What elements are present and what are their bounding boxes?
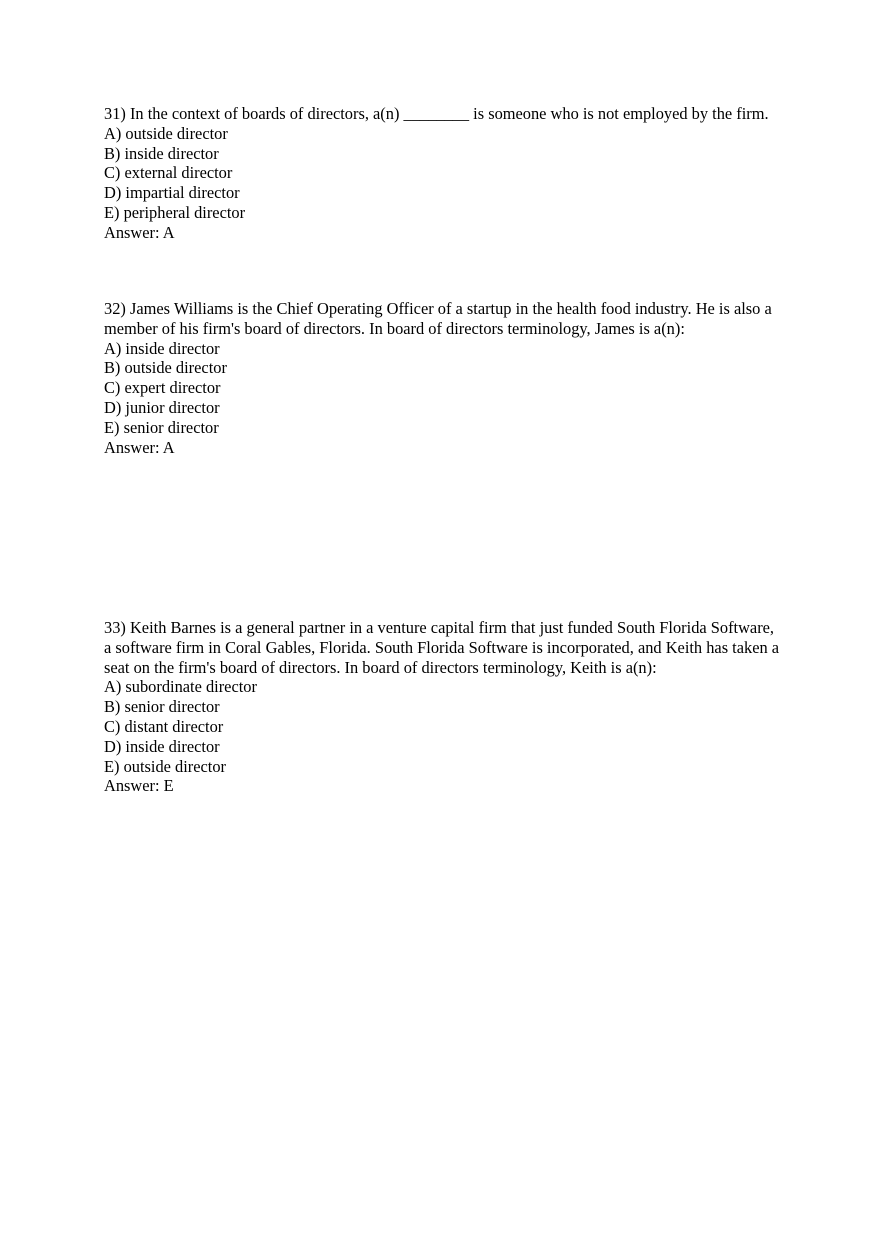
option-d: D) impartial director [104, 183, 240, 203]
question-text: In the context of boards of directors, a(n) ________ is someone who is not employed by the firm. [129, 104, 769, 123]
option-d: D) inside director [104, 736, 220, 756]
question-number: 33) [104, 618, 126, 637]
option-b: B) senior director [104, 697, 220, 717]
question-stem [104, 299, 784, 339]
option-a: A) inside director [104, 338, 220, 358]
option-b: B) inside director [104, 143, 219, 163]
option-e: E) outside director [104, 756, 226, 776]
question-33 [104, 618, 784, 796]
option-d: D) junior director [104, 397, 220, 417]
answer-line: Answer: E [104, 776, 174, 796]
question-stem [104, 104, 784, 124]
question-32 [104, 299, 784, 457]
option-c: C) expert director [104, 378, 221, 398]
answer-line: Answer: A [104, 222, 175, 242]
option-c: C) external director [104, 163, 233, 183]
question-number: 32) [104, 299, 126, 318]
question-stem [104, 618, 784, 677]
option-b: B) outside director [104, 358, 227, 378]
question-31 [104, 104, 784, 243]
option-e: E) peripheral director [104, 202, 246, 222]
question-text: James Williams is the Chief Operating Officer of a startup in the health food industry. He is also a member of his firm's board of directors. In board of directors terminology, James is a(n): [104, 299, 772, 338]
answer-line: Answer: A [104, 437, 175, 457]
option-e: E) senior director [104, 417, 219, 437]
option-a: A) outside director [104, 123, 228, 143]
question-text: Keith Barnes is a general partner in a venture capital firm that just funded South Florida Software, a software firm in Coral Gables, Florida. South Florida Software is incorporated, and Keith has taken a seat on the firm's board of directors. In board of directors terminology, Keith is a(n): [104, 618, 780, 677]
question-number: 31) [104, 104, 126, 123]
option-a: A) subordinate director [104, 677, 257, 697]
option-c: C) distant director [104, 716, 224, 736]
